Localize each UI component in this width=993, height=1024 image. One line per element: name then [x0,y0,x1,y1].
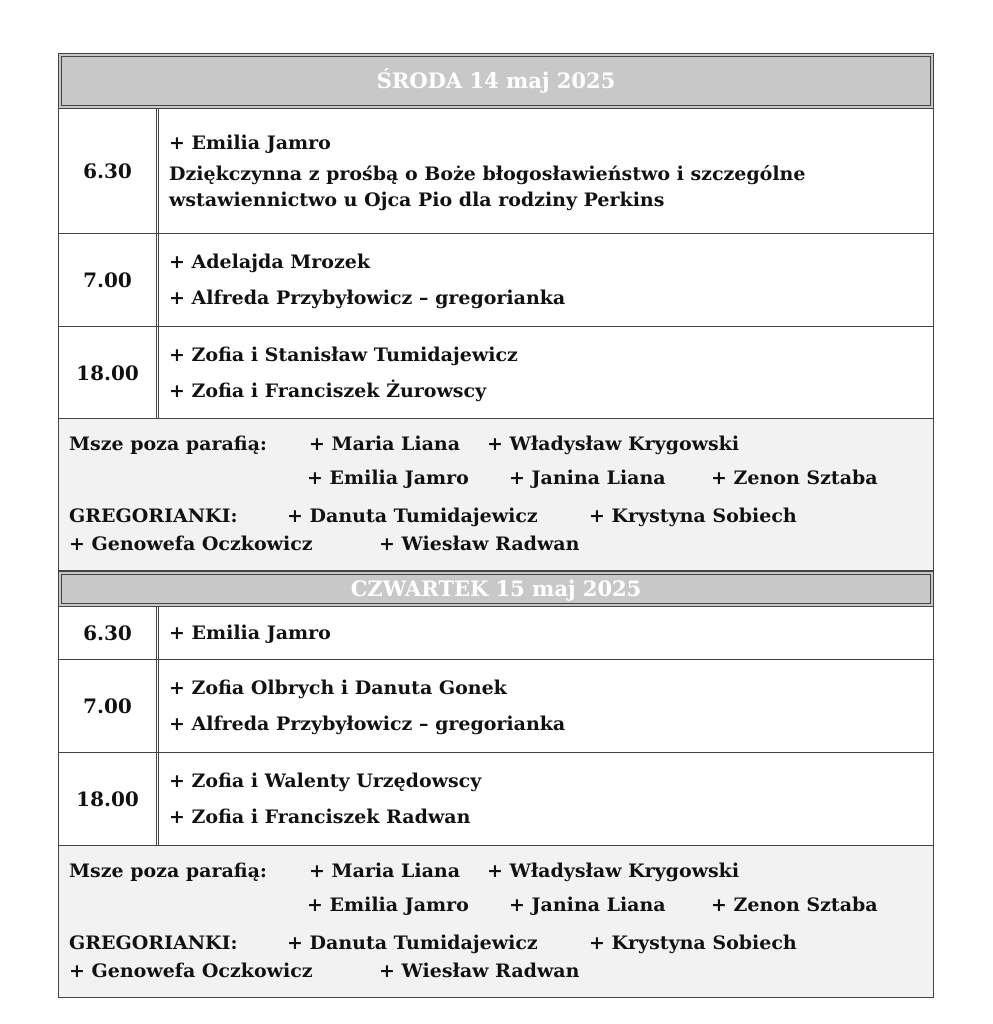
gregorianki-line-1 [67,501,925,531]
day-header: CZWARTEK 15 maj 2025 [58,571,934,607]
gregorianki-label: GREGORIANKI: [69,932,238,954]
intention: + Zofia Olbrych i Danuta Gonek [169,677,507,699]
intention: + Zofia i Franciszek Radwan [169,806,471,828]
outside-name: + Maria Liana [309,433,461,455]
outside-name: + Zenon Sztaba [711,467,878,489]
gregorianki-name: + Genowefa Oczkowicz [69,533,313,555]
mass-time: 7.00 [59,234,159,326]
mass-row [58,607,934,660]
outside-parish-masses [58,419,934,571]
outside-name: + Emilia Jamro [307,467,469,489]
gregorianki-name: + Genowefa Oczkowicz [69,960,313,982]
gregorianki-line-2 [67,956,925,986]
outside-label: Msze poza parafią: [69,433,267,455]
outside-name: + Emilia Jamro [307,894,469,916]
outside-name: + Janina Liana [509,894,666,916]
mass-time: 18.00 [59,753,159,845]
day-header: ŚRODA 14 maj 2025 [58,53,934,109]
gregorianki-name: + Krystyna Sobiech [589,505,797,527]
intention: + Zofia i Stanisław Tumidajewicz [169,343,518,366]
intention: + Alfreda Przybyłowicz – gregorianka [169,713,566,735]
outside-name: + Władysław Krygowski [487,860,740,882]
mass-intentions [159,109,933,233]
intention: + Emilia Jamro [169,622,331,644]
outside-line-2 [67,888,925,922]
mass-intentions [159,327,933,418]
gregorianki-label: GREGORIANKI: [69,505,238,527]
outside-line-2 [67,461,925,495]
intention: + Zofia i Walenty Urzędowscy [169,770,482,792]
outside-name: + Janina Liana [509,467,666,489]
gregorianki-name: + Krystyna Sobiech [589,932,797,954]
mass-time: 18.00 [59,327,159,418]
gregorianki-name: + Danuta Tumidajewicz [287,932,538,954]
intention: + Alfreda Przybyłowicz – gregorianka [169,287,566,309]
gregorianki-line-1 [67,928,925,958]
outside-line-1 [67,427,925,461]
intention: + Adelajda Mrozek [169,251,371,273]
mass-row [58,234,934,327]
mass-row [58,327,934,419]
intention: + Zofia i Franciszek Żurowscy [169,379,487,402]
outside-name: + Władysław Krygowski [487,433,740,455]
mass-time: 7.00 [59,660,159,752]
gregorianki-line-2 [67,529,925,559]
gregorianki-name: + Danuta Tumidajewicz [287,505,538,527]
mass-row [58,753,934,846]
mass-intentions [159,753,933,845]
mass-time: 6.30 [59,109,159,233]
outside-line-1 [67,854,925,888]
outside-name: + Zenon Sztaba [711,894,878,916]
mass-schedule [58,53,934,998]
mass-time: 6.30 [59,607,159,659]
mass-row [58,109,934,234]
mass-intentions [159,607,933,659]
gregorianki-name: + Wiesław Radwan [379,960,580,982]
outside-parish-masses [58,846,934,998]
mass-row [58,660,934,753]
intention: Dziękczynna z prośbą o Boże błogosławieństwo i szczególne wstawiennictwo u Ojca Pio dla rodziny Perkins [169,162,806,211]
outside-label: Msze poza parafią: [69,860,267,882]
outside-name: + Maria Liana [309,860,461,882]
mass-intentions [159,234,933,326]
intention: + Emilia Jamro [169,131,331,154]
gregorianki-name: + Wiesław Radwan [379,533,580,555]
mass-intentions [159,660,933,752]
